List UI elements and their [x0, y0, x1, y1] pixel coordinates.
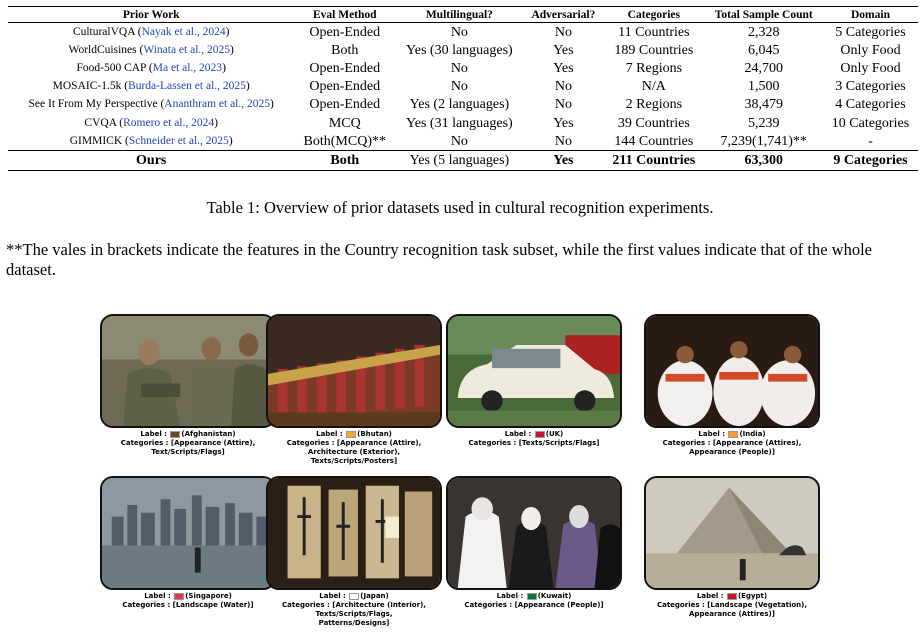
egypt-flag-icon	[727, 593, 737, 600]
cell-multilingual: No	[450, 79, 468, 95]
dataset-name: CVQA	[84, 116, 117, 129]
cell-categories: 7 Regions	[625, 60, 683, 76]
afghanistan-flag-icon	[170, 431, 180, 438]
singapore-flag-icon	[174, 593, 184, 600]
categories-prefix: Categories :	[122, 601, 171, 609]
photo-uk	[446, 314, 622, 428]
cell-multilingual: No	[450, 24, 468, 40]
citation-link[interactable]: Romero et al., 2024	[123, 116, 215, 129]
cell-domain: 5 Categories	[835, 24, 906, 40]
cell-prior-work: Ours	[8, 151, 294, 171]
table-row	[8, 78, 918, 96]
caption-india	[644, 430, 820, 457]
label-country: (Egypt)	[737, 592, 768, 600]
cell-sample-count: 38,479	[744, 97, 783, 113]
example-afghanistan	[100, 314, 276, 457]
category-line: [Landscape (Vegetation),	[707, 601, 808, 609]
example-japan	[266, 476, 442, 628]
india-flag-icon	[728, 431, 738, 438]
example-image-grid	[100, 314, 822, 632]
cell-eval-method: Open-Ended	[309, 60, 381, 76]
cell-eval-method: Both	[294, 151, 395, 171]
cell-sample-count: 7,239(1,741)**	[720, 133, 807, 149]
japan-flag-icon	[349, 593, 359, 600]
citation-link[interactable]: Burda-Lassen et al., 2025	[128, 80, 246, 93]
cell-multilingual: Yes (30 languages)	[406, 42, 513, 58]
caption-uk	[446, 430, 622, 448]
categories-prefix: Categories :	[468, 439, 517, 447]
category-line: Appearance (Attires)]	[689, 610, 775, 618]
kuwait-flag-icon	[527, 593, 537, 600]
example-egypt	[644, 476, 820, 619]
caption-afghanistan	[100, 430, 276, 457]
category-line: [Landscape (Water)]	[172, 601, 254, 609]
dataset-name: GIMMICK	[69, 134, 123, 147]
label-prefix: Label :	[319, 592, 346, 600]
caption-bhutan	[266, 430, 442, 466]
category-line: Texts/Scripts/Flags,	[315, 610, 393, 618]
prior-datasets-table	[8, 6, 918, 171]
cell-sample-count: 2,328	[747, 24, 780, 40]
table-row	[8, 114, 918, 132]
cell-eval-method: Open-Ended	[309, 24, 381, 40]
cell-categories: 2 Regions	[625, 97, 683, 113]
table-row	[8, 132, 918, 151]
category-line: Architecture (Exterior),	[307, 448, 401, 456]
cell-categories: 11 Countries	[618, 24, 690, 40]
cell-categories: 144 Countries	[614, 133, 694, 149]
cell-adversarial: No	[554, 133, 572, 149]
categories-prefix: Categories :	[286, 439, 335, 447]
categories-prefix: Categories :	[282, 601, 330, 609]
cell-prior-work: WorldCuisines (Winata et al., 2025)	[68, 43, 234, 56]
cell-adversarial: No	[554, 97, 572, 113]
cell-multilingual: Yes (2 languages)	[409, 97, 510, 113]
photo-india	[644, 314, 820, 428]
category-line: [Appearance (People)]	[514, 601, 604, 609]
label-prefix: Label :	[698, 430, 725, 438]
categories-prefix: Categories :	[120, 439, 169, 447]
cell-sample-count: 1,500	[747, 79, 780, 95]
header-multilingual: Multilingual?	[395, 7, 523, 23]
caption-kuwait	[446, 592, 622, 610]
cell-sample-count: 5,239	[747, 115, 780, 131]
cell-prior-work: CVQA (Romero et al., 2024)	[84, 116, 218, 129]
cell-domain: 9 Categories	[823, 151, 918, 171]
caption-singapore	[100, 592, 276, 610]
table-row	[8, 23, 918, 42]
table-caption: Table 1: Overview of prior datasets used in cultural recognition experiments.	[206, 198, 714, 217]
cell-domain: 4 Categories	[835, 97, 906, 113]
citation-link[interactable]: Schneider et al., 2025	[128, 134, 229, 147]
cell-domain: 3 Categories	[835, 79, 906, 95]
dataset-name: Food-500 CAP	[76, 61, 147, 74]
table-row	[8, 41, 918, 59]
cell-domain: 10 Categories	[831, 115, 910, 131]
cell-multilingual: No	[450, 133, 468, 149]
cell-eval-method: Both(MCQ)**	[303, 133, 386, 149]
header-categories: Categories	[603, 7, 704, 23]
cell-adversarial: Yes	[553, 60, 574, 76]
dataset-name: CulturalVQA	[72, 25, 135, 38]
header-prior-work: Prior Work	[8, 7, 294, 23]
categories-prefix: Categories :	[662, 439, 711, 447]
header-sample-count: Total Sample Count	[704, 7, 823, 23]
footnote: **The vales in brackets indicate the features in the Country recognition task subset, while the first values indicate that of the whole dataset.	[6, 240, 872, 279]
label-country: (India)	[739, 430, 766, 438]
cell-sample-count: 63,300	[704, 151, 823, 171]
categories-prefix: Categories :	[464, 601, 513, 609]
category-line: [Architecture (Interior),	[332, 601, 426, 609]
category-line: [Appearance (Attire),	[170, 439, 256, 447]
dataset-name: MOSAIC-1.5k	[52, 80, 122, 93]
cell-multilingual: Yes (31 languages)	[406, 115, 513, 131]
cell-prior-work: Food-500 CAP (Ma et al., 2023)	[76, 61, 226, 74]
example-india	[644, 314, 820, 457]
cell-adversarial: No	[554, 79, 572, 95]
label-prefix: Label :	[140, 430, 167, 438]
uk-flag-icon	[535, 431, 545, 438]
cell-eval-method: Both	[331, 42, 359, 58]
cell-domain: -	[868, 133, 873, 149]
label-country: (UK)	[545, 430, 564, 438]
label-prefix: Label :	[696, 592, 724, 600]
label-country: (Kuwait)	[537, 592, 572, 600]
photo-japan	[266, 476, 442, 590]
example-singapore	[100, 476, 276, 610]
photo-bhutan	[266, 314, 442, 428]
cell-domain: Only Food	[840, 42, 901, 58]
cell-eval-method: Open-Ended	[309, 97, 381, 113]
caption-japan	[266, 592, 442, 628]
cell-categories: 39 Countries	[617, 115, 690, 131]
dataset-name: See It From My Perspective	[28, 98, 158, 111]
category-line: Appearance (People)]	[689, 448, 775, 456]
label-prefix: Label :	[144, 592, 171, 600]
dataset-name: WorldCuisines	[68, 43, 137, 56]
category-line: [Texts/Scripts/Flags]	[518, 439, 600, 447]
cell-eval-method: MCQ	[328, 115, 361, 131]
cell-sample-count: 6,045	[747, 42, 780, 58]
citation-link[interactable]: Winata et al., 2025	[143, 43, 231, 56]
cell-categories: 189 Countries	[614, 42, 694, 58]
label-country: (Bhutan)	[357, 430, 392, 438]
label-country: (Singapore)	[185, 592, 232, 600]
category-line: [Appearance (Attires),	[712, 439, 802, 447]
label-prefix: Label :	[316, 430, 343, 438]
example-uk	[446, 314, 622, 448]
table-row	[8, 96, 918, 114]
citation-link[interactable]: Ananthram et al., 2025	[164, 98, 271, 111]
cell-categories: N/A	[641, 79, 666, 95]
cell-adversarial: Yes	[524, 151, 604, 171]
example-kuwait	[446, 476, 622, 610]
cell-prior-work: See It From My Perspective (Ananthram et al., 2025)	[28, 98, 274, 111]
caption-egypt	[644, 592, 820, 619]
citation-link[interactable]: Nayak et al., 2024	[141, 25, 226, 38]
table-row-ours	[8, 151, 918, 171]
label-country: (Afghanistan)	[181, 430, 236, 438]
category-line: [Appearance (Attire),	[336, 439, 422, 447]
photo-kuwait	[446, 476, 622, 590]
header-adversarial: Adversarial?	[524, 7, 604, 23]
table-header-row	[8, 7, 918, 23]
cell-adversarial: Yes	[553, 115, 574, 131]
categories-prefix: Categories :	[656, 601, 705, 609]
photo-singapore	[100, 476, 276, 590]
cell-adversarial: Yes	[553, 42, 574, 58]
category-line: Text/Scripts/Flags]	[151, 448, 225, 456]
label-prefix: Label :	[504, 430, 532, 438]
cell-adversarial: No	[554, 24, 572, 40]
cell-prior-work: MOSAIC-1.5k (Burda-Lassen et al., 2025)	[52, 80, 250, 93]
datasets-table-container	[8, 6, 918, 171]
example-bhutan	[266, 314, 442, 466]
header-domain: Domain	[823, 7, 918, 23]
citation-link[interactable]: Ma et al., 2023	[152, 61, 223, 74]
cell-sample-count: 24,700	[744, 60, 783, 76]
label-prefix: Label :	[496, 592, 524, 600]
cell-categories: 211 Countries	[603, 151, 704, 171]
cell-prior-work: CulturalVQA (Nayak et al., 2024)	[72, 25, 230, 38]
cell-multilingual: Yes (5 languages)	[395, 151, 523, 171]
category-line: Texts/Scripts/Posters]	[310, 457, 398, 465]
table-row	[8, 59, 918, 77]
cell-multilingual: No	[450, 60, 468, 76]
cell-domain: Only Food	[840, 60, 901, 76]
cell-prior-work: GIMMICK (Schneider et al., 2025)	[69, 134, 233, 147]
bhutan-flag-icon	[346, 431, 356, 438]
photo-egypt	[644, 476, 820, 590]
cell-eval-method: Open-Ended	[309, 79, 381, 95]
header-eval-method: Eval Method	[294, 7, 395, 23]
label-country: (Japan)	[360, 592, 389, 600]
photo-afghanistan	[100, 314, 276, 428]
category-line: Patterns/Designs]	[318, 619, 390, 627]
